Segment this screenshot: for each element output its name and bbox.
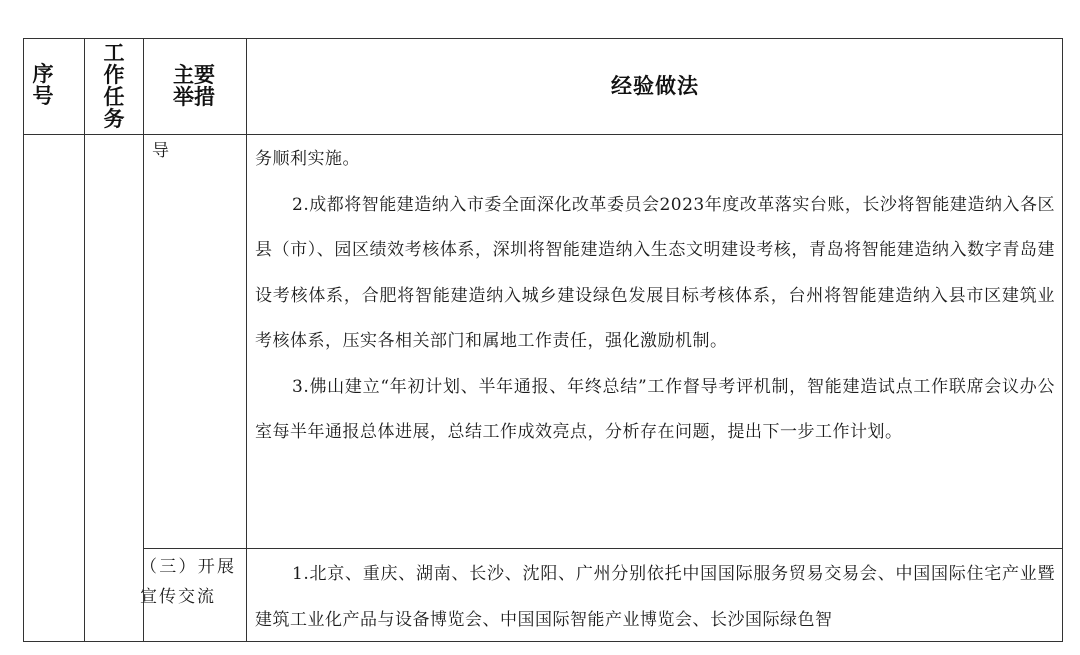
row-divider-line bbox=[143, 548, 1062, 549]
header-measure: 主要举措 bbox=[173, 63, 215, 109]
row1-practice bbox=[255, 137, 1055, 456]
header-bottom-line bbox=[24, 134, 1062, 135]
row1-paragraph-3: 3.佛山建立“年初计划、半年通报、年终总结”工作督导考评机制，智能建造试点工作联席会议办公室每半年通报总体进展，总结工作成效亮点，分析存在问题，提出下一步工作计划。 bbox=[255, 376, 1055, 442]
col-divider-2 bbox=[143, 39, 144, 641]
header-practice: 经验做法 bbox=[611, 74, 699, 98]
col-divider-3 bbox=[246, 39, 247, 641]
header-task: 工作任务 bbox=[103, 41, 125, 131]
row2-measure: （三）开展宣传交流 bbox=[140, 557, 236, 607]
row2-practice bbox=[255, 552, 1055, 643]
row2-paragraph-1: 1.北京、重庆、湖南、长沙、沈阳、广州分别依托中国国际服务贸易交易会、中国国际住宅产业暨建筑工业化产品与设备博览会、中国国际智能产业博览会、长沙国际绿色智 bbox=[255, 564, 1055, 630]
row1-paragraph-1: 务顺利实施。 bbox=[255, 149, 360, 169]
row1-measure: 导 bbox=[152, 141, 169, 161]
row1-paragraph-2: 2.成都将智能建造纳入市委全面深化改革委员会2023年度改革落实台账，长沙将智能建造纳入各区县（市）、园区绩效考核体系，深圳将智能建造纳入生态文明建设考核，青岛将智能建造纳入数字青岛建设考核体系，合肥将智能建造纳入城乡建设绿色发展目标考核体系，台州将智能建造纳入县市区建筑业考核体系，压实各相关部门和属地工作责任，强化激励机制。 bbox=[255, 194, 1055, 351]
header-index: 序号 bbox=[32, 62, 54, 108]
col-divider-1 bbox=[84, 39, 85, 641]
practice-table bbox=[23, 38, 1063, 642]
